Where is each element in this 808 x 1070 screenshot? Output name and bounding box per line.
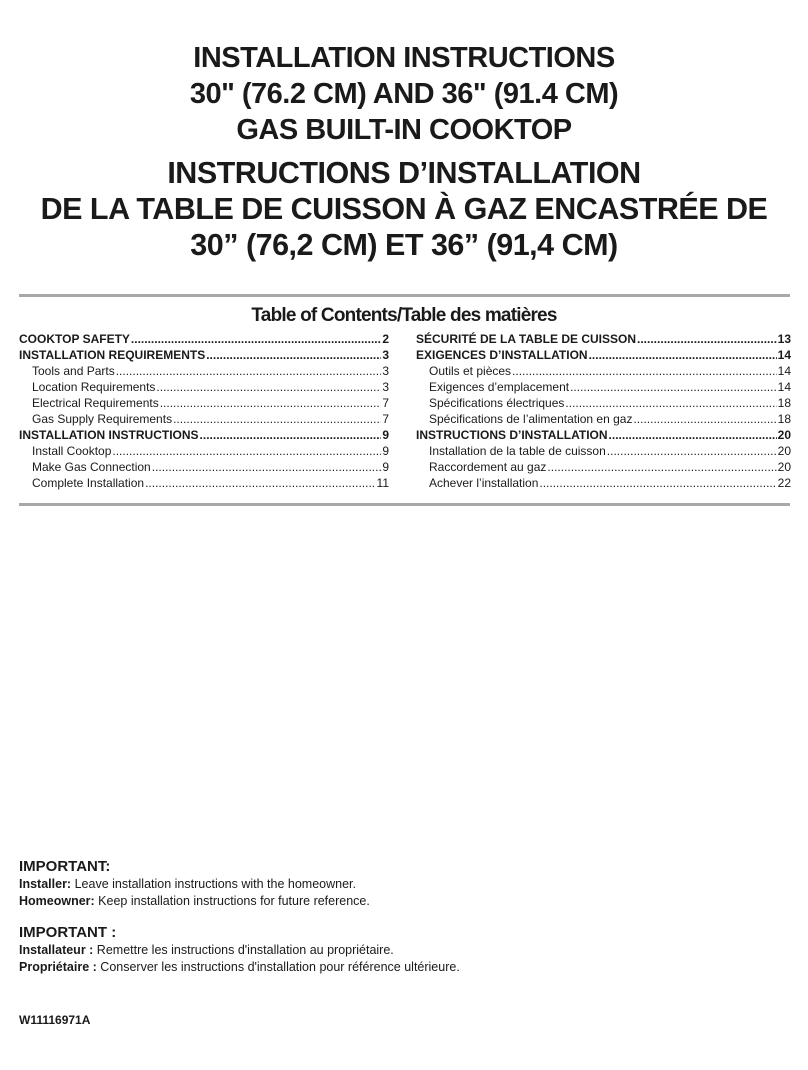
- toc-entry-label: Outils et pièces: [429, 364, 512, 378]
- toc-entry[interactable]: [416, 331, 791, 347]
- french-title: [0, 155, 808, 263]
- toc-leader-dots: [206, 347, 381, 363]
- toc-leader-dots: [633, 411, 776, 427]
- toc-leader-dots: [607, 443, 777, 459]
- toc-entry-label: Complete Installation: [32, 476, 145, 490]
- title-line: 30” (76,2 CM) ET 36” (91,4 CM): [190, 228, 618, 262]
- toc-entry-label: Install Cooktop: [32, 444, 112, 458]
- title-line: 30" (76.2 CM) AND 36" (91.4 CM): [189, 78, 619, 110]
- toc-entry-page: 7: [382, 412, 389, 426]
- title-line: GAS BUILT-IN COOKTOP: [236, 114, 572, 146]
- toc-entry-page: 18: [777, 412, 791, 426]
- important-notice-english: [19, 857, 789, 910]
- toc-leader-dots: [200, 427, 382, 443]
- toc-entry-label: Installation de la table de cuisson: [429, 444, 606, 458]
- installer-note: [19, 942, 789, 959]
- toc-entry[interactable]: [19, 427, 389, 443]
- toc-entry[interactable]: [19, 379, 389, 395]
- divider-top: [19, 294, 790, 297]
- homeowner-note: [19, 959, 789, 976]
- toc-entry-label: INSTALLATION REQUIREMENTS: [19, 348, 206, 362]
- homeowner-text: Conserver les instructions d'installation pour référence ultérieure.: [96, 960, 460, 974]
- toc-entry-label: Raccordement au gaz: [429, 460, 547, 474]
- toc-entry[interactable]: [416, 459, 791, 475]
- toc-entry[interactable]: [416, 427, 791, 443]
- homeowner-label: Propriétaire :: [19, 960, 97, 974]
- toc-entry-label: Exigences d’emplacement: [429, 380, 570, 394]
- toc-entry-label: Gas Supply Requirements: [32, 412, 173, 426]
- toc-leader-dots: [589, 347, 777, 363]
- toc-entry[interactable]: [19, 331, 389, 347]
- toc-leader-dots: [539, 475, 776, 491]
- toc-entry[interactable]: [19, 459, 389, 475]
- toc-leader-dots: [547, 459, 776, 475]
- toc-entry[interactable]: [416, 363, 791, 379]
- divider-bottom: [19, 503, 790, 506]
- installer-text: Remettre les instructions d'installation au propriétaire.: [93, 943, 394, 957]
- title-line: INSTALLATION INSTRUCTIONS: [193, 42, 615, 74]
- toc-entry[interactable]: [416, 379, 791, 395]
- toc-leader-dots: [160, 395, 382, 411]
- toc-entry-page: 14: [777, 364, 791, 378]
- toc-leader-dots: [131, 331, 381, 347]
- installer-note: [19, 876, 789, 893]
- toc-entry[interactable]: [416, 443, 791, 459]
- toc-entry[interactable]: [416, 411, 791, 427]
- toc-leader-dots: [512, 363, 777, 379]
- toc-leader-dots: [152, 459, 382, 475]
- toc-english-column: [19, 331, 389, 491]
- toc-leader-dots: [156, 379, 381, 395]
- toc-leader-dots: [609, 427, 777, 443]
- toc-entry[interactable]: [416, 475, 791, 491]
- title-line: INSTRUCTIONS D’INSTALLATION: [167, 156, 641, 190]
- toc-entry-page: 9: [382, 460, 389, 474]
- toc-entry-label: Make Gas Connection: [32, 460, 151, 474]
- installer-text: Leave installation instructions with the homeowner.: [71, 877, 356, 891]
- toc-entry-label: INSTALLATION INSTRUCTIONS: [19, 428, 199, 442]
- document-code: W11116971A: [19, 1013, 91, 1027]
- toc-entry[interactable]: [19, 395, 389, 411]
- homeowner-note: [19, 893, 789, 910]
- toc-entry-page: 9: [382, 428, 389, 442]
- toc-entry-page: 7: [382, 396, 389, 410]
- toc-entry-page: 20: [777, 444, 791, 458]
- toc-entry-page: 18: [777, 396, 791, 410]
- toc-leader-dots: [637, 331, 777, 347]
- title-line: DE LA TABLE DE CUISSON À GAZ ENCASTRÉE DE: [40, 192, 768, 226]
- toc-entry[interactable]: [19, 443, 389, 459]
- toc-leader-dots: [116, 363, 382, 379]
- toc-heading: Table of Contents/Table des matières: [251, 305, 557, 326]
- toc-entry-page: 3: [382, 380, 389, 394]
- toc-entry-label: INSTRUCTIONS D’INSTALLATION: [416, 428, 608, 442]
- toc-entry-label: Spécifications de l’alimentation en gaz: [429, 412, 633, 426]
- toc-entry-page: 3: [382, 348, 389, 362]
- english-title: [0, 40, 808, 148]
- important-heading: IMPORTANT :: [19, 924, 117, 941]
- toc-entry-page: 20: [777, 428, 791, 442]
- important-notice-french: [19, 923, 789, 976]
- toc-entry-label: EXIGENCES D’INSTALLATION: [416, 348, 588, 362]
- toc-entry-label: SÉCURITÉ DE LA TABLE DE CUISSON: [416, 332, 637, 346]
- toc-entry[interactable]: [19, 411, 389, 427]
- toc-entry-label: Tools and Parts: [32, 364, 115, 378]
- toc-entry-label: COOKTOP SAFETY: [19, 332, 130, 346]
- toc-entry-page: 14: [777, 348, 791, 362]
- homeowner-text: Keep installation instructions for future reference.: [94, 894, 370, 908]
- toc-entry-page: 3: [382, 364, 389, 378]
- toc-entry[interactable]: [416, 395, 791, 411]
- toc-entry-label: Electrical Requirements: [32, 396, 159, 410]
- installer-label: Installateur :: [19, 943, 94, 957]
- installer-label: Installer:: [19, 877, 72, 891]
- toc-entry-label: Location Requirements: [32, 380, 156, 394]
- toc-entry[interactable]: [416, 347, 791, 363]
- toc-entry-page: 11: [376, 476, 389, 490]
- important-heading: IMPORTANT:: [19, 858, 111, 875]
- homeowner-label: Homeowner:: [19, 894, 95, 908]
- toc-entry-label: Achever l’installation: [429, 476, 539, 490]
- toc-entry[interactable]: [19, 475, 389, 491]
- toc-leader-dots: [112, 443, 381, 459]
- toc-entry-page: 2: [382, 332, 389, 346]
- toc-entry-label: Spécifications électriques: [429, 396, 565, 410]
- toc-entry-page: 14: [777, 380, 791, 394]
- toc-entry-page: 9: [382, 444, 389, 458]
- toc-entry[interactable]: [19, 347, 389, 363]
- toc-leader-dots: [570, 379, 777, 395]
- toc-leader-dots: [145, 475, 375, 491]
- toc-entry-page: 22: [777, 476, 791, 490]
- toc-leader-dots: [173, 411, 381, 427]
- toc-leader-dots: [565, 395, 776, 411]
- toc-entry-page: 13: [777, 332, 791, 346]
- toc-entry-page: 20: [777, 460, 791, 474]
- toc-entry[interactable]: [19, 363, 389, 379]
- toc-french-column: [416, 331, 791, 491]
